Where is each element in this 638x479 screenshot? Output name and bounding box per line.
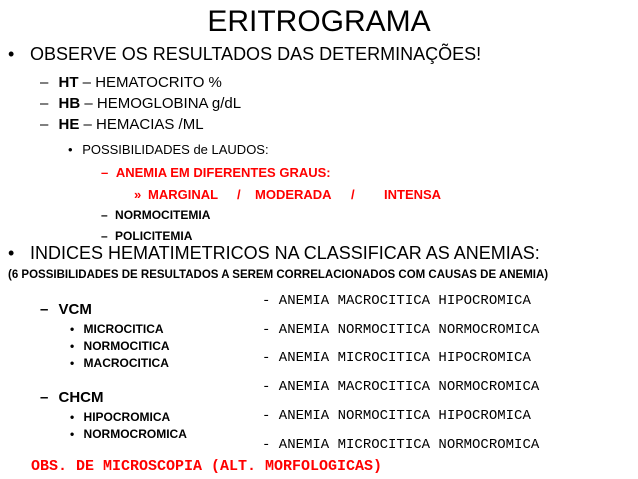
laudo-policitemia-text: POLICITEMIA — [115, 229, 193, 243]
hb-desc: – HEMOGLOBINA g/dL — [80, 95, 242, 112]
result-6: - ANEMIA MICROCITICA NORMOCROMICA — [262, 437, 540, 453]
grade-sep-1: / — [237, 187, 241, 202]
vcm-label-row — [40, 301, 92, 318]
grade-moderada: MODERADA — [255, 187, 332, 202]
ht-item — [40, 74, 222, 91]
laudo-anemia-graus — [101, 165, 331, 180]
section1-heading: OBSERVE OS RESULTADOS DAS DETERMINAÇÕES! — [30, 44, 482, 64]
grade-sep-2: / — [351, 187, 355, 202]
laudos-subheading — [68, 142, 269, 157]
result-5: - ANEMIA NORMOCITICA HIPOCROMICA — [262, 408, 531, 424]
bullet-1: • — [8, 44, 15, 64]
chcm-item-hipocromica: • HIPOCROMICA — [70, 410, 171, 424]
bullet-2: • — [8, 243, 15, 263]
grade-intensa: INTENSA — [384, 187, 442, 202]
sub-bullet: • — [70, 339, 75, 353]
laudo-normocitemia-text: NORMOCITEMIA — [115, 208, 211, 222]
result-1: - ANEMIA MACROCITICA HIPOCROMICA — [262, 293, 531, 309]
laudo-anemia-text: ANEMIA EM DIFERENTES GRAUS: — [115, 165, 331, 180]
section2-heading: INDICES HEMATIMETRICOS NA CLASSIFICAR AS ANEMIAS: — [30, 243, 540, 263]
laudo-dash: – — [101, 229, 108, 243]
ht-desc: – HEMATOCRITO % — [78, 74, 222, 91]
hb-item — [40, 95, 241, 112]
chcm-label: CHCM — [58, 389, 104, 406]
section2-note: (6 POSSIBILIDADES DE RESULTADOS A SEREM CORRELACIONADOS COM CAUSAS DE ANEMIA) — [8, 269, 549, 281]
vcm-item-macrocitica: • MACROCITICA — [70, 356, 169, 370]
slide-title: ERITROGRAMA — [207, 5, 431, 38]
laudos-heading-text: POSSIBILIDADES de LAUDOS: — [82, 142, 269, 157]
item-dash: – — [40, 74, 49, 91]
laudo-dash: – — [101, 208, 108, 222]
laudo-dash: – — [101, 165, 109, 180]
result-2: - ANEMIA NORMOCITICA NORMOCROMICA — [262, 322, 540, 338]
chcm-label-row — [40, 389, 104, 406]
he-desc: – HEMACIAS /ML — [79, 116, 204, 133]
chcm-item-normocromica: • NORMOCROMICA — [70, 427, 187, 441]
he-abbr: HE — [58, 116, 80, 133]
grades-row — [134, 187, 141, 202]
hb-abbr: HB — [58, 95, 81, 112]
sub-bullet: • — [70, 427, 75, 441]
he-item — [40, 116, 204, 133]
grade-marginal: MARGINAL — [148, 187, 219, 202]
result-3: - ANEMIA MICROCITICA HIPOCROMICA — [262, 350, 531, 366]
laudo-normocitemia — [101, 208, 210, 222]
chcm-dash: – — [40, 389, 49, 406]
sub-bullet: • — [70, 322, 75, 336]
vcm-item-normocitica: • NORMOCITICA — [70, 339, 170, 353]
vcm-item-microcitica: • MICROCITICA — [70, 322, 164, 336]
laudo-policitemia — [101, 229, 192, 243]
ht-abbr: HT — [58, 74, 79, 91]
vcm-label: VCM — [58, 301, 92, 318]
item-dash: – — [40, 116, 49, 133]
sub-bullet: • — [70, 356, 75, 370]
sub-bullet: • — [68, 142, 73, 157]
vcm-dash: – — [40, 301, 49, 318]
result-4: - ANEMIA MACROCITICA NORMOCROMICA — [262, 379, 540, 395]
sub-bullet: • — [70, 410, 75, 424]
grade-marker: » — [134, 187, 142, 202]
obs-note: OBS. DE MICROSCOPIA (ALT. MORFOLOGICAS) — [31, 458, 383, 475]
item-dash: – — [40, 95, 49, 112]
